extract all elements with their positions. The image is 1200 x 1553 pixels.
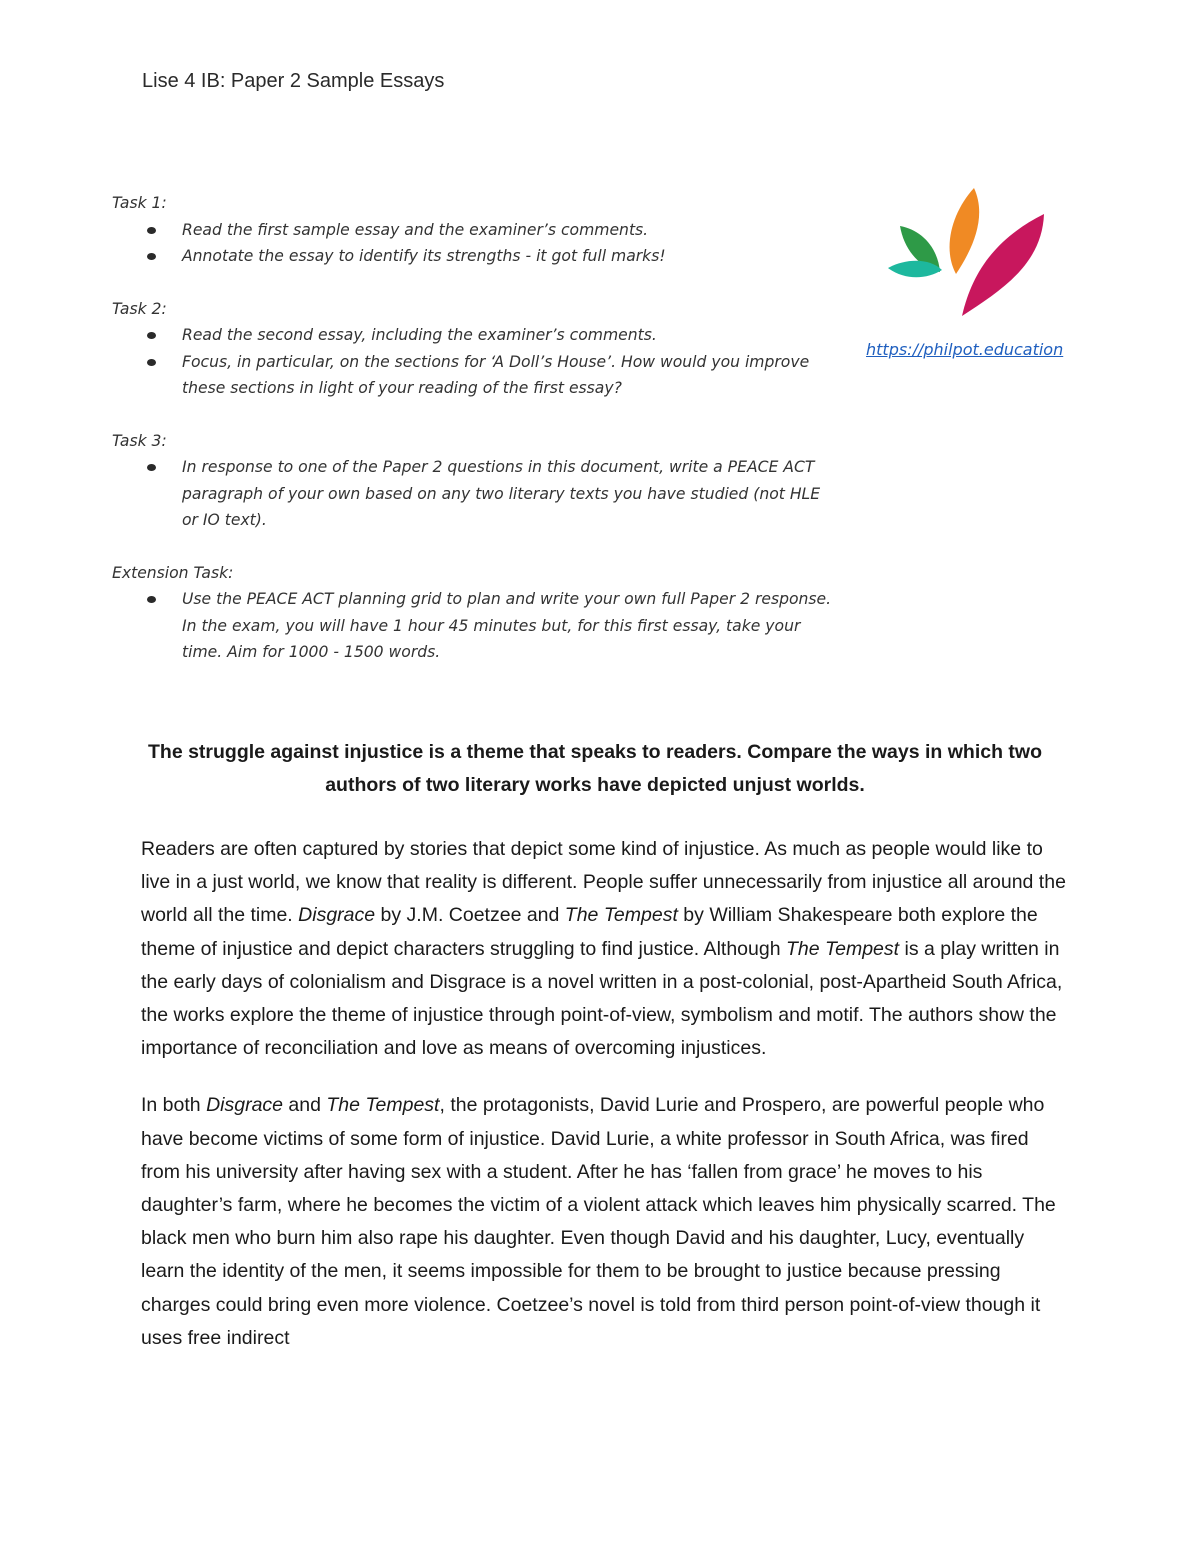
essay-paragraph-1: Readers are often captured by stories that depict some kind of injustice. As much as people would like to live in a just world, we know that reality is different. People suffer unnecessarily from injustice all around the world all the time. Disgrace by J.M. Coetzee and The Tempest by William Shakespeare both explore the theme of injustice and depict characters struggling to find justice. Although The Tempest is a play written in the early days of colonialism and Disgrace is a novel written in a post-colonial, post-Apartheid South Africa, the works explore the theme of injustice through point-of-view, symbolism and motif. The authors show the importance of reconciliation and love as means of overcoming injustices. — [141, 838, 1066, 1060]
task-list — [112, 217, 832, 270]
task-label: Task 2: — [112, 299, 167, 318]
task-item-text: Read the second essay, including the examiner’s comments. — [182, 326, 657, 344]
task-item-text: Read the first sample essay and the examiner’s comments. — [182, 220, 649, 239]
task-label: Task 3: — [112, 431, 167, 450]
philpot-education-link[interactable]: https://philpot.education — [866, 340, 1064, 359]
essay-question: The struggle against injustice is a theme that speaks to readers. Compare the ways in which two authors of two literary works have depicted unjust worlds. — [148, 741, 1042, 796]
title-disgrace: Disgrace — [206, 1094, 284, 1117]
task-item — [112, 243, 832, 270]
task-item — [112, 454, 832, 534]
task-item-text: Focus, in particular, on the sections for ‘A Doll’s House’. How would you improve these sections in light of your reading of the first essay? — [182, 352, 810, 397]
bullet-icon — [147, 227, 156, 234]
task-list — [112, 322, 832, 402]
task-item-text: Use the PEACE ACT planning grid to plan and write your own full Paper 2 response. In the exam, you will have 1 hour 45 minutes but, for this first essay, take your time. Aim for 1000 - 1500 words. — [182, 590, 832, 661]
task-list — [112, 586, 832, 666]
task-item — [112, 349, 832, 402]
task-3 — [112, 428, 832, 534]
title-the-tempest: The Tempest — [564, 904, 678, 927]
bullet-icon — [147, 332, 156, 339]
bullet-icon — [147, 596, 156, 603]
task-label: Extension Task: — [112, 563, 234, 582]
task-1 — [112, 190, 832, 270]
task-list — [112, 454, 832, 534]
task-instructions — [112, 190, 832, 692]
bullet-icon — [147, 464, 156, 471]
task-item-text: Annotate the essay to identify its strengths - it got full marks! — [182, 247, 666, 265]
task-label: Task 1: — [112, 194, 167, 212]
task-item — [112, 322, 832, 349]
essay-body — [141, 833, 1071, 1379]
page-title: Lise 4 IB: Paper 2 Sample Essays — [142, 70, 445, 92]
task-item — [112, 586, 832, 666]
title-the-tempest: The Tempest — [785, 937, 900, 960]
extension-task — [112, 560, 832, 666]
essay-paragraph-2: In both Disgrace and The Tempest, the protagonists, David Lurie and Prospero, are powerful people who have become victims of some form of injustice. David Lurie, a white professor in South Africa, was fired from his university after having sex with a student. After he has ‘fallen from grace’ he moves to his daughter’s farm, where he becomes the victim of a violent attack which leaves him physically scarred. The black men who burn him also rape his daughter. Even though David and his daughter, Lucy, eventually learn the identity of the men, it seems impossible for them to be brought to justice because pressing charges could bring even more violence. Coetzee’s novel is told from third person point-of-view though it uses free indirect — [141, 1094, 1056, 1349]
bullet-icon — [147, 253, 156, 260]
task-item-text: In response to one of the Paper 2 questions in this document, write a PEACE ACT paragraph of your own based on any two literary texts you have studied (not HLE or IO text). — [182, 458, 821, 529]
task-item — [112, 217, 832, 244]
philpot-logo-icon — [886, 186, 1046, 318]
title-disgrace: Disgrace — [298, 904, 376, 927]
bullet-icon — [147, 359, 156, 366]
title-the-tempest: The Tempest — [326, 1094, 440, 1117]
task-2 — [112, 296, 832, 402]
logo-leaf-orange — [950, 188, 980, 274]
